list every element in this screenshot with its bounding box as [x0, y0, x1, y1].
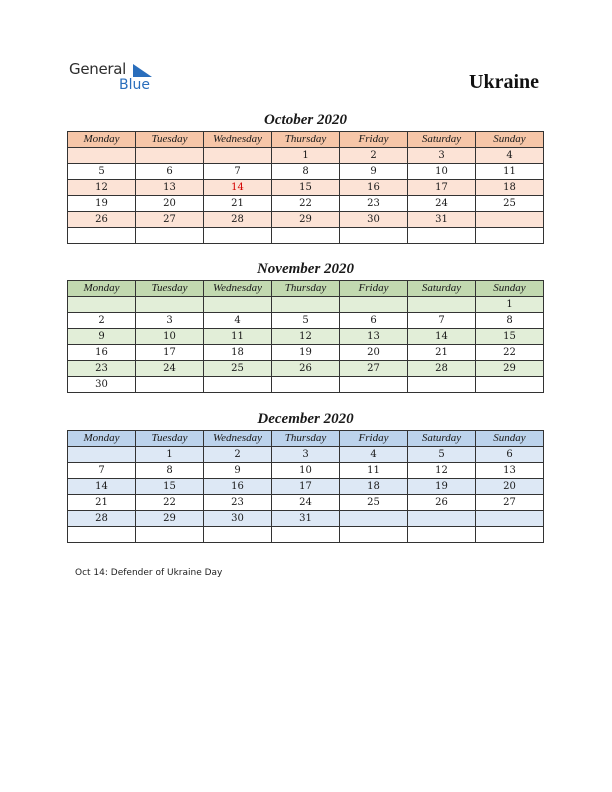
day-cell: 21: [68, 495, 136, 511]
day-cell: 8: [476, 313, 544, 329]
day-cell: 18: [204, 345, 272, 361]
weekday-header: Wednesday: [204, 431, 272, 447]
day-cell: 15: [476, 329, 544, 345]
day-cell: 21: [204, 196, 272, 212]
week-row: [68, 297, 544, 313]
day-cell: 14: [68, 479, 136, 495]
weekday-header: Saturday: [408, 281, 476, 297]
day-cell: 12: [272, 329, 340, 345]
day-cell: [408, 228, 476, 244]
day-cell: [340, 511, 408, 527]
day-cell: 1: [476, 297, 544, 313]
day-cell: 18: [340, 479, 408, 495]
month-december: [67, 409, 544, 543]
week-row: [68, 345, 544, 361]
day-cell: 3: [136, 313, 204, 329]
day-cell: [272, 297, 340, 313]
week-row: [68, 495, 544, 511]
day-cell: [476, 527, 544, 543]
week-row: [68, 361, 544, 377]
weekday-header-row: [68, 431, 544, 447]
logo-text-blue: Blue: [119, 77, 150, 93]
day-cell: 5: [408, 447, 476, 463]
day-cell: [136, 527, 204, 543]
day-cell: 8: [272, 164, 340, 180]
weekday-header: Wednesday: [204, 281, 272, 297]
day-cell: 17: [408, 180, 476, 196]
day-cell: 14: [408, 329, 476, 345]
day-cell: 30: [340, 212, 408, 228]
week-row: [68, 212, 544, 228]
day-cell: 17: [136, 345, 204, 361]
day-cell: 29: [136, 511, 204, 527]
day-cell: [204, 148, 272, 164]
day-cell: [136, 377, 204, 393]
day-cell: 18: [476, 180, 544, 196]
day-cell: 12: [68, 180, 136, 196]
month-title: December 2020: [257, 411, 354, 427]
day-cell: [272, 228, 340, 244]
day-cell: [476, 228, 544, 244]
day-cell: 27: [340, 361, 408, 377]
week-row: [68, 196, 544, 212]
day-cell: [408, 527, 476, 543]
weekday-header: Saturday: [408, 132, 476, 148]
day-cell: 22: [272, 196, 340, 212]
day-cell: [408, 511, 476, 527]
day-cell: 20: [136, 196, 204, 212]
week-row: [68, 180, 544, 196]
day-cell: 12: [408, 463, 476, 479]
day-cell: [340, 228, 408, 244]
day-cell: 16: [68, 345, 136, 361]
day-cell: 19: [272, 345, 340, 361]
weekday-header: Sunday: [476, 281, 544, 297]
day-cell: 25: [476, 196, 544, 212]
day-cell: 26: [272, 361, 340, 377]
day-cell: [136, 297, 204, 313]
day-cell: 5: [272, 313, 340, 329]
day-cell: 23: [340, 196, 408, 212]
day-cell: 30: [204, 511, 272, 527]
day-cell: 24: [408, 196, 476, 212]
day-cell: 31: [408, 212, 476, 228]
day-cell: 6: [476, 447, 544, 463]
day-cell: [68, 148, 136, 164]
day-cell: [476, 377, 544, 393]
logo: [69, 60, 169, 96]
month-november: [67, 259, 544, 393]
day-cell: 9: [340, 164, 408, 180]
logo-triangle-icon: [133, 64, 153, 78]
country-title: Ukraine: [469, 71, 539, 93]
day-cell: 10: [272, 463, 340, 479]
weekday-header: Friday: [340, 132, 408, 148]
day-cell: 13: [136, 180, 204, 196]
weekday-header: Sunday: [476, 431, 544, 447]
day-cell: 7: [408, 313, 476, 329]
weekday-header: Friday: [340, 431, 408, 447]
weekday-header-row: [68, 281, 544, 297]
day-cell: 25: [340, 495, 408, 511]
week-row: [68, 313, 544, 329]
weekday-header: Monday: [68, 281, 136, 297]
week-row: [68, 164, 544, 180]
day-cell: 28: [204, 212, 272, 228]
weekday-header: Thursday: [272, 132, 340, 148]
day-cell: 26: [68, 212, 136, 228]
day-cell: 21: [408, 345, 476, 361]
day-cell: 7: [68, 463, 136, 479]
week-row: [68, 329, 544, 345]
day-cell: 6: [136, 164, 204, 180]
day-cell: [204, 527, 272, 543]
weekday-header: Saturday: [408, 431, 476, 447]
month-title: November 2020: [256, 261, 355, 277]
day-cell: 27: [136, 212, 204, 228]
week-row: [68, 447, 544, 463]
day-cell: 5: [68, 164, 136, 180]
weekday-header: Sunday: [476, 132, 544, 148]
day-cell: [68, 228, 136, 244]
day-cell: 29: [272, 212, 340, 228]
holiday-note: Oct 14: Defender of Ukraine Day: [75, 568, 223, 578]
week-row: [68, 463, 544, 479]
day-cell: [408, 377, 476, 393]
day-cell: [204, 377, 272, 393]
month-october: [67, 110, 544, 244]
day-cell: 29: [476, 361, 544, 377]
calendar-table: [67, 131, 544, 244]
weekday-header: Thursday: [272, 431, 340, 447]
day-cell: 4: [340, 447, 408, 463]
day-cell: 1: [136, 447, 204, 463]
day-cell: [408, 297, 476, 313]
weekday-header: Tuesday: [136, 132, 204, 148]
day-cell: 3: [272, 447, 340, 463]
week-row: [68, 228, 544, 244]
day-cell: 11: [476, 164, 544, 180]
day-cell: 2: [68, 313, 136, 329]
day-cell: 6: [340, 313, 408, 329]
day-cell: 11: [340, 463, 408, 479]
day-cell: 9: [204, 463, 272, 479]
day-cell: [340, 527, 408, 543]
weekday-header: Friday: [340, 281, 408, 297]
day-cell: 28: [408, 361, 476, 377]
day-cell: 4: [476, 148, 544, 164]
week-row: [68, 511, 544, 527]
day-cell: 8: [136, 463, 204, 479]
day-cell: 31: [272, 511, 340, 527]
day-cell: 20: [340, 345, 408, 361]
day-cell: 11: [204, 329, 272, 345]
week-row: [68, 148, 544, 164]
day-cell: 2: [204, 447, 272, 463]
day-cell: 7: [204, 164, 272, 180]
day-cell: 4: [204, 313, 272, 329]
day-cell: 22: [476, 345, 544, 361]
day-cell: 25: [204, 361, 272, 377]
day-cell: 13: [476, 463, 544, 479]
day-cell: [204, 297, 272, 313]
day-cell: 19: [68, 196, 136, 212]
day-cell: 26: [408, 495, 476, 511]
weekday-header: Wednesday: [204, 132, 272, 148]
day-cell: [476, 212, 544, 228]
day-cell: 22: [136, 495, 204, 511]
day-cell: 17: [272, 479, 340, 495]
weekday-header: Tuesday: [136, 431, 204, 447]
week-row: [68, 479, 544, 495]
day-cell: 10: [408, 164, 476, 180]
calendar-table: [67, 430, 544, 543]
month-title: October 2020: [264, 112, 347, 128]
weekday-header: Monday: [68, 431, 136, 447]
day-cell: 15: [136, 479, 204, 495]
day-cell: [204, 228, 272, 244]
day-cell: [136, 148, 204, 164]
weekday-header: Monday: [68, 132, 136, 148]
weekday-header: Tuesday: [136, 281, 204, 297]
day-cell: 19: [408, 479, 476, 495]
week-row: [68, 377, 544, 393]
day-cell: 9: [68, 329, 136, 345]
weekday-header-row: [68, 132, 544, 148]
calendar-table: [67, 280, 544, 393]
day-cell: 14: [204, 180, 272, 196]
week-row: [68, 527, 544, 543]
day-cell: [68, 297, 136, 313]
day-cell: [68, 527, 136, 543]
day-cell: [68, 447, 136, 463]
day-cell: [136, 228, 204, 244]
day-cell: 20: [476, 479, 544, 495]
day-cell: [272, 377, 340, 393]
day-cell: 23: [204, 495, 272, 511]
day-cell: 30: [68, 377, 136, 393]
day-cell: 3: [408, 148, 476, 164]
day-cell: 1: [272, 148, 340, 164]
logo-text-general: General: [69, 60, 127, 78]
day-cell: 24: [272, 495, 340, 511]
day-cell: [340, 377, 408, 393]
day-cell: [340, 297, 408, 313]
day-cell: 28: [68, 511, 136, 527]
day-cell: 13: [340, 329, 408, 345]
day-cell: 10: [136, 329, 204, 345]
day-cell: [272, 527, 340, 543]
weekday-header: Thursday: [272, 281, 340, 297]
day-cell: 2: [340, 148, 408, 164]
day-cell: [476, 511, 544, 527]
day-cell: 16: [340, 180, 408, 196]
day-cell: 23: [68, 361, 136, 377]
day-cell: 16: [204, 479, 272, 495]
day-cell: 27: [476, 495, 544, 511]
day-cell: 15: [272, 180, 340, 196]
day-cell: 24: [136, 361, 204, 377]
